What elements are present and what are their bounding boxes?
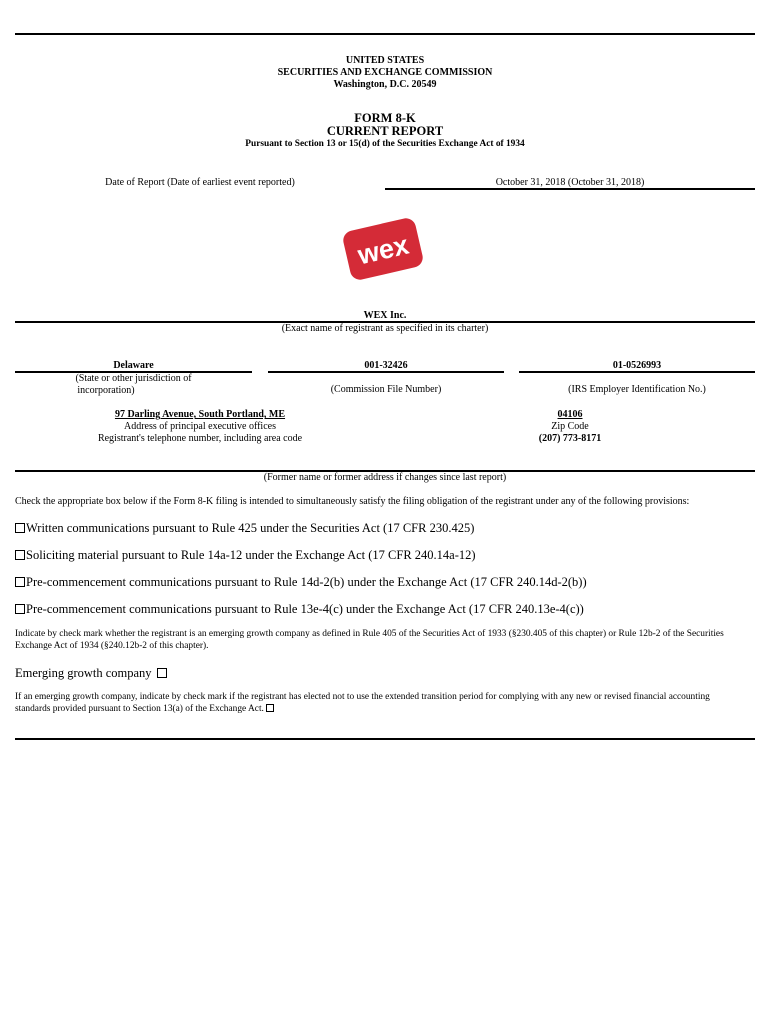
address-street: 97 Darling Avenue, South Portland, ME [114, 409, 286, 420]
egc-line [15, 666, 755, 680]
ein-value: 01-0526993 [612, 360, 662, 371]
logo-text: wex [354, 229, 412, 271]
provision-label: Pre-commencement communications pursuant to Rule 14d-2(b) under the Exchange Act (17 CFR 240.14d-2(b)) [26, 575, 587, 589]
ein-rule [519, 371, 755, 373]
state-value: Delaware [113, 360, 154, 371]
provision-item [15, 548, 755, 562]
egc-transition-block [15, 692, 745, 715]
address-block [0, 409, 400, 445]
provision-label: Pre-commencement communications pursuant to Rule 13e-4(c) under the Exchange Act (17 CFR 240.13e-4(c)) [26, 602, 584, 616]
bottom-rule [15, 738, 755, 740]
state-caption-2: incorporation) [77, 385, 135, 396]
wex-logo [340, 214, 426, 284]
form-title: FORM 8-K [354, 111, 416, 125]
provision-label: Soliciting material pursuant to Rule 14a-12 under the Exchange Act (17 CFR 240.14a-12) [26, 548, 476, 562]
address-caption: Address of principal executive offices [124, 421, 276, 432]
former-caption: (Former name or former address if changes since last report) [263, 472, 507, 483]
provision-label: Written communications pursuant to Rule 425 under the Securities Act (17 CFR 230.425) [26, 521, 475, 535]
header-line-2: SECURITIES AND EXCHANGE COMMISSION [277, 67, 493, 78]
state-caption [15, 373, 252, 397]
registrant-name: WEX Inc. [363, 310, 407, 321]
file-number-caption: (Commission File Number) [330, 384, 442, 395]
form-subtitle: CURRENT REPORT [326, 124, 444, 138]
file-number-rule [268, 371, 504, 373]
sec-header [0, 55, 770, 91]
state-caption-1: (State or other jurisdiction of [75, 373, 192, 384]
form-title-block [0, 112, 770, 150]
report-date-value: October 31, 2018 (October 31, 2018) [495, 177, 645, 188]
checkbox-rule-14a-12[interactable] [15, 550, 25, 560]
zip-block [470, 409, 670, 445]
registrant-caption: (Exact name of registrant as specified in its charter) [281, 323, 489, 334]
provision-item [15, 575, 755, 589]
report-date-label: Date of Report (Date of earliest event reported) [105, 177, 295, 188]
report-date-rule [385, 188, 755, 190]
egc-transition: If an emerging growth company, indicate by check mark if the registrant has elected not to use the extended transition period for complying with any new or revised financial accounting standards provided pursuant to Section 13(a) of the Exchange Act. [15, 692, 710, 714]
phone-caption: Registrant's telephone number, including area code [97, 433, 303, 444]
egc-indicate: Indicate by check mark whether the registrant is an emerging growth company as defined in Rule 405 of the Securities Act of 1933 (§230.405 of this chapter) or Rule 12b-2 of the Securities Exchange Act of 1934 (§240.12b-2 of this chapter). [15, 629, 724, 651]
checkbox-transition-period[interactable] [266, 704, 274, 712]
provision-item [15, 602, 755, 616]
zip-caption: Zip Code [551, 421, 589, 432]
checkbox-rule-14d-2b[interactable] [15, 577, 25, 587]
phone-value: (207) 773-8171 [538, 433, 602, 444]
ein-caption: (IRS Employer Identification No.) [568, 384, 706, 395]
egc-label: Emerging growth company [15, 666, 152, 680]
checkbox-rule-425[interactable] [15, 523, 25, 533]
file-number-value: 001-32426 [364, 360, 408, 371]
check-intro: Check the appropriate box below if the Form 8-K filing is intended to simultaneously satisfy the filing obligation of the registrant under any of the following provisions: [15, 496, 690, 507]
form-pursuant: Pursuant to Section 13 or 15(d) of the Securities Exchange Act of 1934 [245, 139, 525, 149]
header-line-1: UNITED STATES [345, 55, 425, 66]
provision-item [15, 521, 755, 535]
top-rule [15, 33, 755, 35]
checkbox-rule-13e-4c[interactable] [15, 604, 25, 614]
checkbox-emerging-growth[interactable] [157, 668, 167, 678]
header-line-3: Washington, D.C. 20549 [333, 79, 437, 90]
zip-value: 04106 [557, 409, 583, 420]
